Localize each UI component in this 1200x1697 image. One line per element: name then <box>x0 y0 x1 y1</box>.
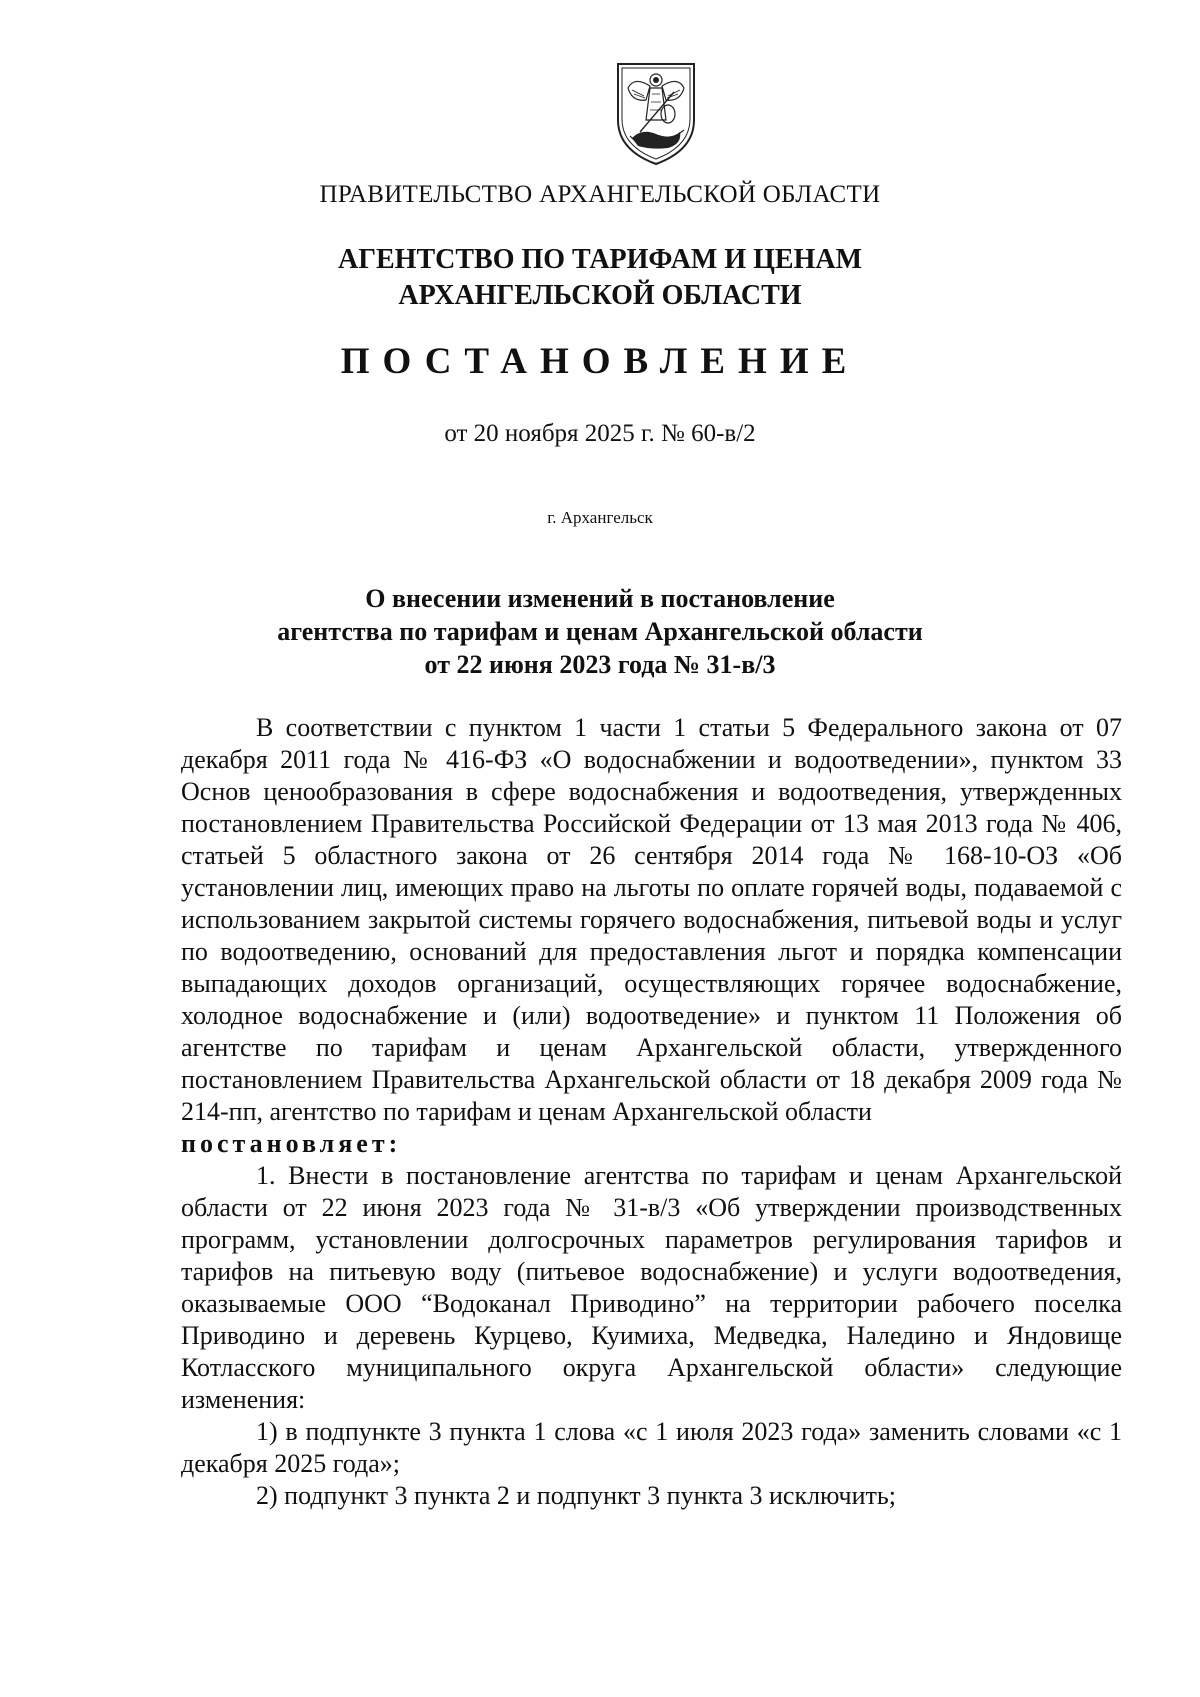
document-city: г. Архангельск <box>547 508 653 527</box>
agency-name-line2: АРХАНГЕЛЬСКОЙ ОБЛАСТИ <box>398 280 802 311</box>
document-subject <box>0 582 1200 681</box>
preamble-paragraph <box>181 712 1122 1128</box>
decision-keyword-paragraph <box>181 1128 1122 1160</box>
document-type-title: ПОСТАНОВЛЕНИЕ <box>340 341 860 382</box>
subject-line3: от 22 июня 2023 года № 31-в/3 <box>424 650 776 679</box>
decision-keyword: постановляет: <box>181 1129 402 1158</box>
subitem-2-paragraph: 2) подпункт 3 пункта 2 и подпункт 3 пункта 3 исключить; <box>256 1481 896 1510</box>
agency-name-line1: АГЕНТСТВО ПО ТАРИФАМ И ЦЕНАМ <box>337 244 863 275</box>
item-1-paragraph: 1. Внести в постановление агентства по тарифам и ценам Архангельской области от 22 июня 2023 года № 31-в/3 «Об утверждении производственных программ, установлении долгосрочных параметров регулирования тарифов и тарифов на питьевую воду (питьевое водоснабжение) и услуги водоотведения, оказываемые ООО “Водоканал Приводино” на территории рабочего поселка Приводино и деревень Курцево, Куимиха, Медведка, Наледино и Яндовище Котласского муниципального округа Архангельской области» следующие изменения: <box>181 1161 1122 1414</box>
preamble-text: В соответствии с пунктом 1 части 1 статьи 5 Федерального закона от 07 декабря 2011 года № 416-ФЗ «О водоснабжении и водоотведении», пунктом 33 Основ ценообразования в сфере водоснабжения и водоотведения, утвержденных постановлением Правительства Российской Федерации от 13 мая 2013 года № 406, статьей 5 областного закона от 26 сентября 2014 года № 168-10-ОЗ «Об установлении лиц, имеющих право на льготы по оплате горячей воды, подаваемой с использованием закрытой системы горячего водоснабжения, питьевой воды и услуг по водоотведению, оснований для предоставления льгот и порядка компенсации выпадающих доходов организаций, осуществляющих горячее водоснабжение, холодное водоснабжение и (или) водоотведение» и пунктом 11 Положения об агентстве по тарифам и ценам Архангельской области, утвержденного постановлением Правительства Архангельской области от 18 декабря 2009 года № 214-пп, агентство по тарифам и ценам Архангельской области <box>181 713 1122 1126</box>
subject-line2: агентства по тарифам и ценам Архангельской области <box>277 617 923 646</box>
subject-line1: О внесении изменений в постановление <box>365 584 835 613</box>
coat-of-arms-emblem <box>612 58 700 168</box>
document-date-number: от 20 ноября 2025 г. № 60-в/2 <box>444 420 756 447</box>
document-body <box>181 712 1122 1512</box>
subitem-1-paragraph: 1) в подпункте 3 пункта 1 слова «с 1 июля 2023 года» заменить словами «с 1 декабря 2025 года»; <box>181 1417 1122 1478</box>
agency-name <box>0 242 1200 314</box>
government-name: ПРАВИТЕЛЬСТВО АРХАНГЕЛЬСКОЙ ОБЛАСТИ <box>319 181 881 208</box>
